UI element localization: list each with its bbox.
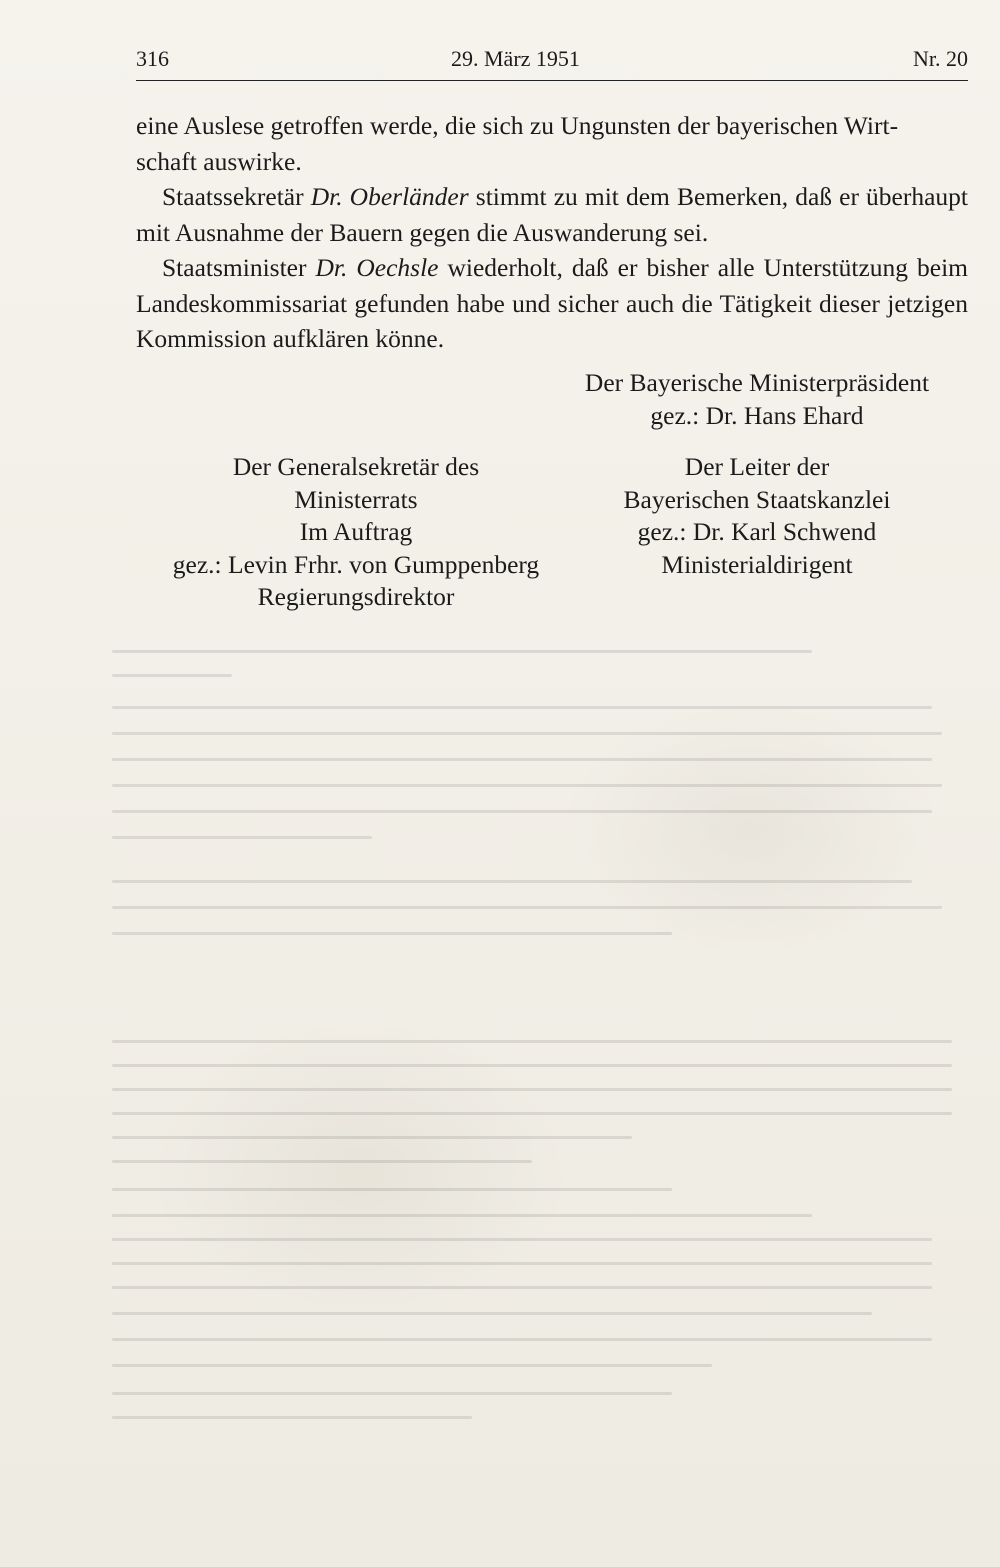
page-header — [136, 44, 968, 78]
bleed-line — [112, 732, 942, 735]
bleed-line — [112, 1364, 712, 1367]
paragraph-2-after: stimmt zu mit dem Bemerken, daß er überhaupt mit Ausnahme der Bauern gegen die Auswanderung sei. — [136, 182, 968, 247]
signature-title: Der Bayerische Ministerpräsident — [584, 368, 930, 397]
signature-name: gez.: Dr. Karl Schwend — [637, 517, 877, 546]
signature-name: gez.: Dr. Hans Ehard — [650, 400, 864, 430]
bleed-line — [112, 1064, 952, 1067]
signature-staatskanzlei — [574, 451, 940, 581]
paragraph-2 — [136, 179, 968, 250]
speaker-name-oberlaender: Dr. Oberländer — [310, 182, 469, 211]
paragraph-3-after: wiederholt, daß er bisher alle Unterstützung beim Landeskommissariat gefunden habe und sicher auch die Tätigkeit dieser jetzigen Kommission aufklären könne. — [136, 253, 968, 353]
bleed-line — [112, 674, 232, 677]
paper-stain — [560, 700, 940, 960]
paragraph-1 — [136, 108, 968, 179]
protocol-text — [136, 108, 968, 357]
bleed-line — [112, 1312, 872, 1315]
header-divider — [136, 80, 968, 81]
bleed-line — [112, 784, 942, 787]
signature-role: Regierungsdirektor — [257, 582, 455, 611]
bleed-line — [112, 1262, 932, 1265]
header-date: 29. März 1951 — [451, 46, 580, 71]
bleed-line — [112, 1188, 672, 1191]
bleed-line — [112, 1392, 672, 1395]
bleed-through-text — [112, 640, 972, 1470]
paragraph-2-before: Staatssekretär — [162, 182, 311, 211]
bleed-line — [112, 1088, 952, 1091]
bleed-line — [112, 906, 942, 909]
bleed-line — [112, 1040, 952, 1043]
signature-line: Bayerischen Staatskanzlei — [623, 484, 891, 514]
bleed-line — [112, 880, 912, 883]
bleed-line — [112, 1136, 632, 1139]
bleed-line — [112, 650, 812, 653]
signature-line: Der Leiter der — [684, 452, 830, 481]
signature-ministerpraesident — [560, 367, 954, 432]
paragraph-3-before: Staatsminister — [162, 253, 316, 282]
bleed-line — [112, 1286, 932, 1289]
bleed-line — [112, 836, 372, 839]
bleed-line — [112, 932, 672, 935]
bleed-line — [112, 706, 932, 709]
bleed-line — [112, 1112, 952, 1115]
signature-line: Ministerrats — [294, 484, 418, 514]
bleed-line — [112, 1338, 932, 1341]
page-number: 316 — [136, 46, 169, 71]
signature-line: Der Generalsekretär des — [232, 452, 480, 481]
bleed-line — [112, 1214, 812, 1217]
speaker-name-oechsle: Dr. Oechsle — [315, 253, 439, 282]
bleed-line — [112, 1416, 472, 1419]
paper-stain — [150, 1020, 570, 1320]
signature-role: Ministerialdirigent — [661, 549, 853, 579]
signature-generalsekretaer — [140, 451, 572, 614]
signature-name: gez.: Levin Frhr. von Gumppenberg — [172, 549, 540, 579]
bleed-line — [112, 1160, 532, 1163]
paragraph-1-line-2: schaft auswirke. — [136, 146, 302, 176]
bleed-line — [112, 810, 932, 813]
issue-number: Nr. 20 — [913, 46, 968, 71]
signature-line: Im Auftrag — [299, 517, 413, 546]
bleed-line — [112, 758, 932, 761]
paragraph-1-line-1: eine Auslese getroffen werde, die sich zu Ungunsten der bayerischen Wirt- — [136, 111, 899, 140]
bleed-line — [112, 1238, 932, 1241]
paragraph-3 — [136, 250, 968, 357]
